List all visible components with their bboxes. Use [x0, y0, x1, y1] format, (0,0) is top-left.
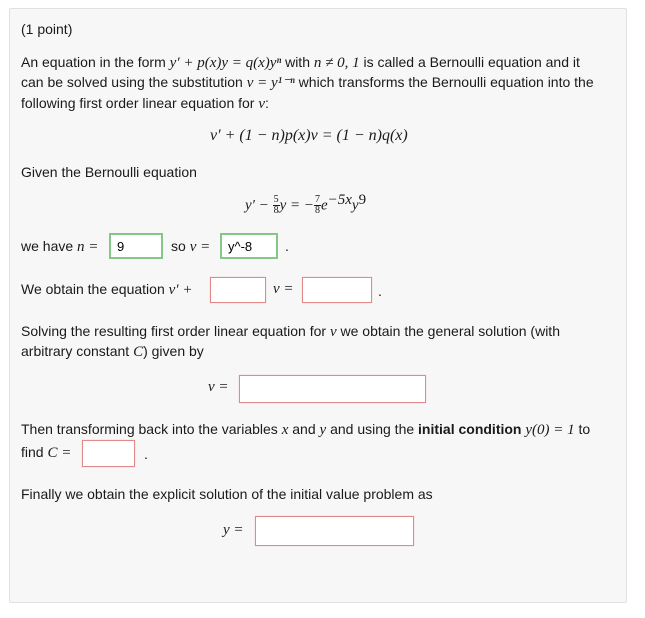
we-have-label: we have n =: [21, 238, 99, 255]
bernoulli-equation: y′ − $\frac{5}{8}$ y = − $\frac{7}{8}$ $e^{-5x}y^9$: [245, 192, 367, 217]
n-answer-input[interactable]: [109, 233, 163, 259]
points-label: (1 point): [21, 21, 73, 37]
obtain-equation-label: We obtain the equation v′ +: [21, 281, 193, 298]
v-substitution-input[interactable]: [220, 233, 278, 259]
given-label: Given the Bernoulli equation: [21, 164, 197, 180]
linear-equation: v′ + (1 − n)p(x)v = (1 − n)q(x): [210, 127, 408, 144]
n-condition: n ≠ 0, 1: [313, 55, 360, 71]
transform-line-1: Then transforming back into the variables x and y and using the initial condition y(0) = 1 to: [21, 421, 591, 438]
intro-line-1: An equation in the form y′ + p(x)y = q(x)yⁿ with n ≠ 0, 1 is called a Bernoulli equation and it: [21, 54, 580, 71]
solve-line-2: arbitrary constant C) given by: [21, 343, 204, 360]
rhs-input[interactable]: [302, 277, 372, 303]
problem-card: (1 point) An equation in the form y′ + p(x)y = q(x)yⁿ with n ≠ 0, 1 is called a Bernoulli equation and it can be solved using the substitution v = y¹⁻ⁿ which transforms the Bernoulli equation into the following first order linear equation for v: v′ + (1 − n)p(x)v = (1 − n)q(x) Given the Bernoulli equation y′ − $\frac{5}{8}$ y = − $\frac{7}{8}$ $e^{-5x}y^9$ we have n = 9 so v = y^-8 . We obtain the equation v′ + v = . Solving the resulting first order linear equation for v we obtain the general solution (with arbitrary constant C) given by v = Then transforming back into the variables x and y and using the initial condition y(0) = 1 to find C = . Finally we obtain the explicit solution of the initial value problem as y =: [9, 8, 627, 603]
explicit-solution-input[interactable]: [255, 516, 414, 546]
final-label: Finally we obtain the explicit solution of the initial value problem as: [21, 486, 433, 502]
find-c-label: find C =: [21, 444, 72, 461]
substitution: v = y¹⁻ⁿ: [246, 75, 295, 91]
intro-line-2: can be solved using the substitution v = y¹⁻ⁿ which transforms the Bernoulli equation into the: [21, 74, 594, 91]
bernoulli-form: y′ + p(x)y = q(x)yⁿ: [169, 55, 282, 71]
general-solution-input[interactable]: [239, 375, 426, 403]
intro-line-3: following first order linear equation for v:: [21, 95, 269, 112]
so-v-label: so v =: [171, 238, 211, 255]
solve-line-1: Solving the resulting first order linear equation for v we obtain the general solution (with: [21, 323, 560, 340]
c-value-input[interactable]: [82, 440, 135, 467]
coefficient-input[interactable]: [210, 277, 266, 303]
